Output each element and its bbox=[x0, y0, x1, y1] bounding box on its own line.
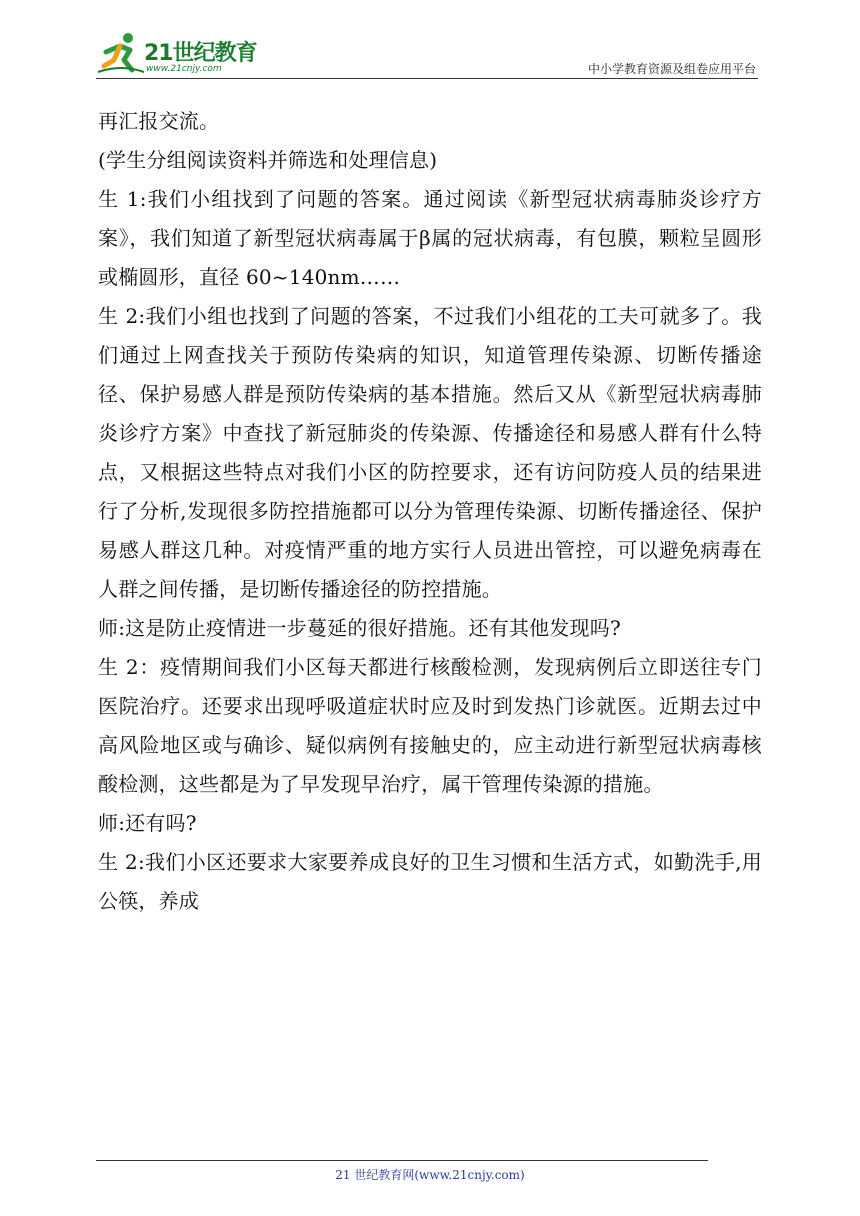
paragraph: 生 2：疫情期间我们小区每天都进行核酸检测，发现病例后立即送往专门医院治疗。还要求出现呼吸道症状时应及时到发热门诊就医。近期去过中高风险地区或与确诊、疑似病例有接触史的，应主动进行新型冠状病毒核酸检测，这些都是为了早发现早治疗，属干管理传染源的措施。 bbox=[98, 655, 762, 796]
page-header bbox=[0, 0, 860, 80]
paragraph: 再汇报交流。 bbox=[98, 109, 220, 133]
site-logo[interactable] bbox=[96, 30, 266, 80]
document-body bbox=[98, 102, 762, 921]
footer-link[interactable]: 21 世纪教育网(www.21cnjy.com) bbox=[335, 1168, 525, 1182]
runner-logo-icon bbox=[96, 30, 146, 76]
paragraph: 生 2:我们小区还要求大家要养成良好的卫生习惯和生活方式，如勤洗手,用公筷，养成 bbox=[98, 850, 762, 913]
platform-slogan: 中小学教育资源及组卷应用平台 bbox=[587, 62, 756, 76]
paragraph: 师:还有吗? bbox=[98, 811, 197, 835]
footer-divider bbox=[96, 1160, 708, 1161]
logo-url: www.21cnjy.com bbox=[146, 64, 222, 74]
header-divider bbox=[96, 78, 758, 79]
paragraph: (学生分组阅读资料并筛选和处理信息) bbox=[98, 148, 438, 172]
paragraph: 生 2:我们小组也找到了问题的答案，不过我们小组花的工夫可就多了。我们通过上网查找关于预防传染病的知识，知道管理传染源、切断传播途径、保护易感人群是预防传染病的基本措施。然后又从《新型冠状病毒肺炎诊疗方案》中查找了新冠肺炎的传染源、传播途径和易感人群有什么特点，又根据这些特点对我们小区的防控要求，还有访问防疫人员的结果进行了分析,发现很多防控措施都可以分为管理传染源、切断传播途径、保护易感人群这几种。对疫情严重的地方实行人员进出管控，可以避免病毒在人群之间传播，是切断传播途径的防控措施。 bbox=[98, 304, 762, 601]
paragraph: 生 1:我们小组找到了问题的答案。通过阅读《新型冠状病毒肺炎诊疗方案》，我们知道了新型冠状病毒属于β属的冠状病毒，有包膜，颗粒呈圆形或椭圆形，直径 60~140nm…… bbox=[98, 187, 762, 289]
logo-text: 21世纪教育 bbox=[144, 41, 257, 66]
paragraph: 师:这是防止疫情进一步蔓延的很好措施。还有其他发现吗? bbox=[98, 616, 621, 640]
